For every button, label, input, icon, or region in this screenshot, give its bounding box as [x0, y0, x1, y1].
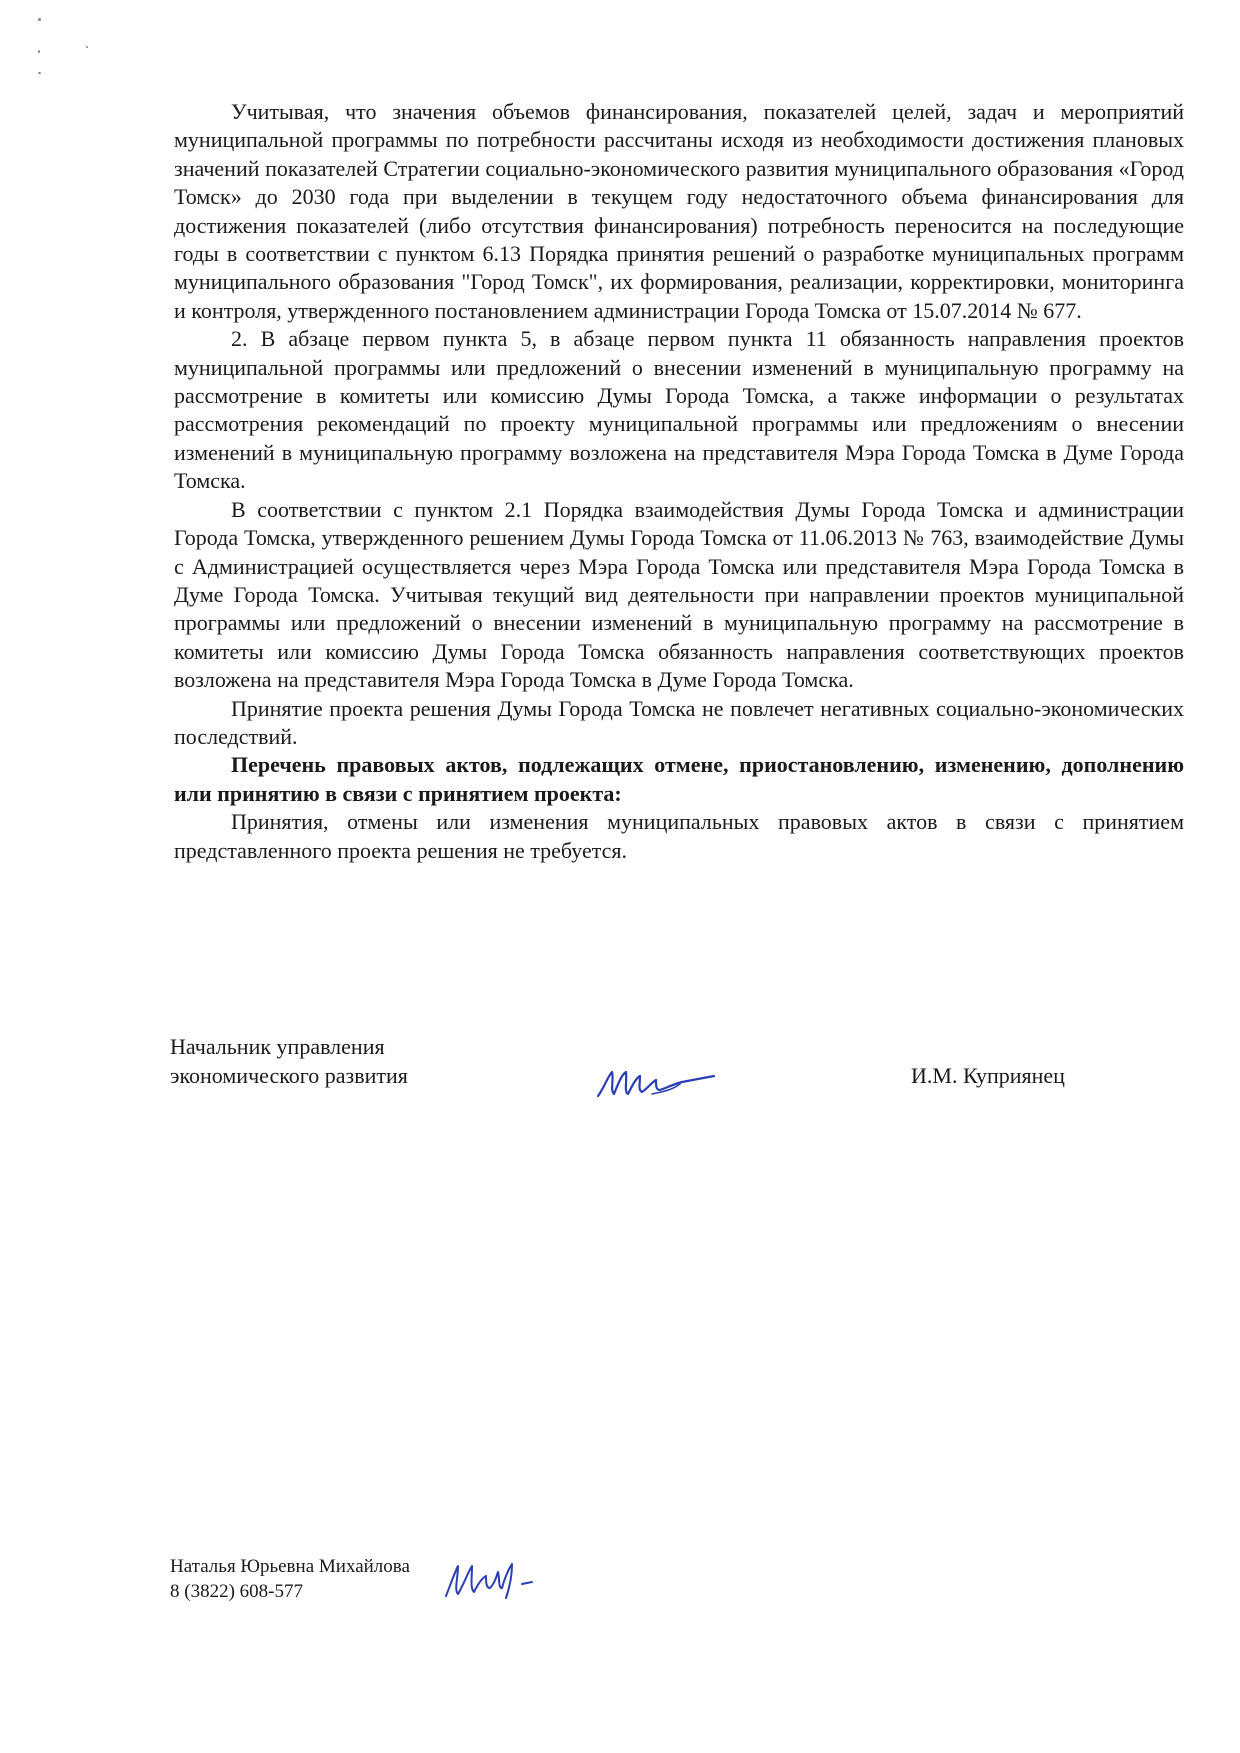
signatory-position — [170, 1032, 408, 1090]
paragraph-financing: Учитывая, что значения объемов финансирования, показателей целей, задач и мероприятий муниципальной программы по потребности рассчитаны исходя из необходимости достижения плановых значений показателей Стратегии социально-экономического развития муниципального образования «Город Томск» до 2030 года при выделении в текущем году недостаточного объема финансирования для достижения показателей (либо отсутствия финансирования) потребность переносится на последующие годы в соответствии с пунктом 6.13 Порядка принятия решений о разработке муниципальных программ муниципального образования "Город Томск", их формирования, реализации, корректировки, мониторинга и контроля, утвержденного постановлением администрации Города Томска от 15.07.2014 № 677. — [174, 99, 1184, 323]
letter-body — [174, 98, 1184, 865]
executor-info — [170, 1554, 410, 1604]
scan-speck — [86, 46, 88, 48]
paragraph-interaction: В соответствии с пунктом 2.1 Порядка взаимодействия Думы Города Томска и администрации Города Томска, утвержденного решением Думы Города Томска от 11.06.2013 № 763, взаимодействие Думы с Администрацией осуществляется через Мэра Города Томска или представителя Мэра Города Томска в Думе Города Томска. Учитывая текущий вид деятельности при направлении проектов муниципальной программы или предложений о внесении изменений в муниципальную программу на рассмотрение в комитеты или комиссию Думы Города Томска обязанность направления соответствующих проектов возложена на представителя Мэра Города Томска в Думе Города Томска. — [174, 496, 1184, 693]
scan-speck — [38, 18, 41, 21]
executor-signature — [440, 1552, 540, 1604]
paragraph-legal-acts: Принятия, отмены или изменения муниципальных правовых актов в связи с принятием представленного проекта решения не требуется. — [174, 809, 1184, 863]
position-line-2: экономического развития — [170, 1063, 408, 1088]
heading-legal-acts: Перечень правовых актов, подлежащих отмене, приостановлению, изменению, дополнению или принятию в связи с принятием проекта: — [174, 752, 1184, 806]
executor-phone: 8 (3822) 608-577 — [170, 1581, 303, 1602]
scan-speck — [38, 50, 40, 53]
paragraph-consequences: Принятие проекта решения Думы Города Томска не повлечет негативных социально-экономических последствий. — [174, 695, 1184, 749]
scan-speck — [38, 72, 41, 74]
signatory-name: И.М. Куприянец — [911, 1063, 1065, 1088]
signature-block — [170, 1032, 1190, 1112]
position-line-1: Начальник управления — [170, 1034, 385, 1059]
paragraph-item-2: 2. В абзаце первом пункта 5, в абзаце первом пункта 11 обязанность направления проектов муниципальной программы или предложений о внесении изменений в муниципальную программу на рассмотрение в комитеты или комиссию Думы Города Томска, а также информации о результатах рассмотрения рекомендаций по проекту муниципальной программы или предложениям о внесении изменений в муниципальную программу возложена на представителя Мэра Города Томска в Думе Города Томска. — [174, 326, 1184, 494]
handwritten-signature — [590, 1054, 730, 1104]
executor-name: Наталья Юрьевна Михайлова — [170, 1556, 410, 1577]
